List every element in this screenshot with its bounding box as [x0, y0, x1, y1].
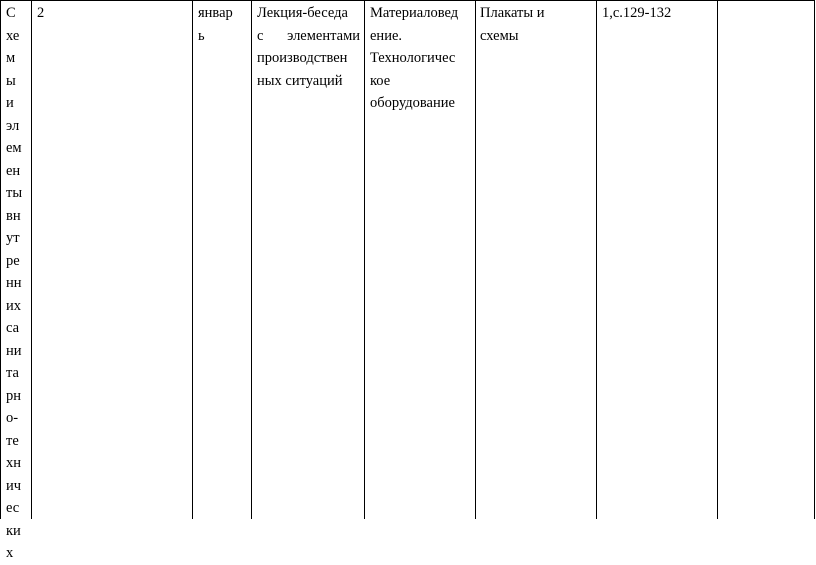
topic-text-fragment: нн [6, 275, 22, 291]
table-right-border [814, 0, 815, 519]
lesson-form-text: Лекция-беседа [257, 5, 348, 21]
hours-value: 2 [37, 5, 45, 21]
topic-text-fragment: х [6, 545, 14, 561]
equipment-text: Плакаты и [480, 5, 545, 21]
literature-reference: 1,с.129-132 [602, 5, 672, 21]
column-divider [364, 0, 365, 519]
column-divider [192, 0, 193, 519]
topic-text-fragment: те [6, 432, 19, 449]
lesson-form-text: ных ситуаций [257, 72, 343, 89]
topic-text-fragment: хе [6, 27, 20, 44]
topic-text-fragment: ут [6, 230, 20, 246]
literature-cell [602, 2, 692, 25]
topic-text-fragment: вн [6, 207, 21, 224]
links-text: оборудование [370, 95, 455, 111]
month-text: ь [198, 27, 205, 44]
topic-text-fragment: хн [6, 455, 22, 471]
equipment-text: схемы [480, 27, 519, 44]
lesson-form-text: с [257, 27, 264, 44]
topic-text-fragment: ес [6, 500, 20, 516]
lesson-form-text: производствен [257, 50, 348, 66]
topic-text-fragment: о- [6, 410, 19, 426]
topic-text-fragment: ы [6, 72, 16, 89]
topic-text-fragment: их [6, 297, 22, 314]
equipment-cell [480, 2, 590, 47]
links-cell [370, 2, 473, 115]
links-text: кое [370, 72, 391, 89]
links-text: ение. [370, 27, 403, 44]
column-divider [717, 0, 718, 519]
column-divider [251, 0, 252, 519]
topic-text-fragment: рн [6, 387, 22, 404]
topic-text-fragment: эл [6, 117, 20, 134]
topic-text-fragment: ты [6, 185, 23, 201]
column-divider [596, 0, 597, 519]
topic-text-fragment: ре [6, 252, 20, 269]
topic-text-fragment: ки [6, 522, 21, 539]
hours-cell [37, 2, 187, 25]
month-cell [198, 2, 248, 47]
lesson-form-cell [257, 2, 360, 92]
topic-text-fragment: м [6, 50, 16, 66]
column-divider [31, 0, 32, 519]
column-divider [475, 0, 476, 519]
month-text: январ [198, 5, 233, 21]
topic-text-fragment: ни [6, 342, 22, 359]
table-top-border [0, 0, 814, 1]
topic-text-fragment: ен [6, 162, 21, 179]
topic-text-fragment: и [6, 95, 14, 111]
topic-text-fragment: та [6, 365, 19, 381]
links-text: Технологичес [370, 50, 456, 66]
topic-text-fragment: ич [6, 477, 22, 494]
topic-cell [6, 2, 28, 565]
lesson-form-line [257, 25, 360, 48]
topic-text-fragment: ем [6, 140, 22, 156]
topic-text-fragment: С [6, 5, 16, 21]
table-left-border [0, 0, 1, 519]
topic-text-fragment: са [6, 320, 20, 336]
lesson-form-text: элементами [287, 27, 360, 44]
links-text: Материаловед [370, 5, 459, 21]
